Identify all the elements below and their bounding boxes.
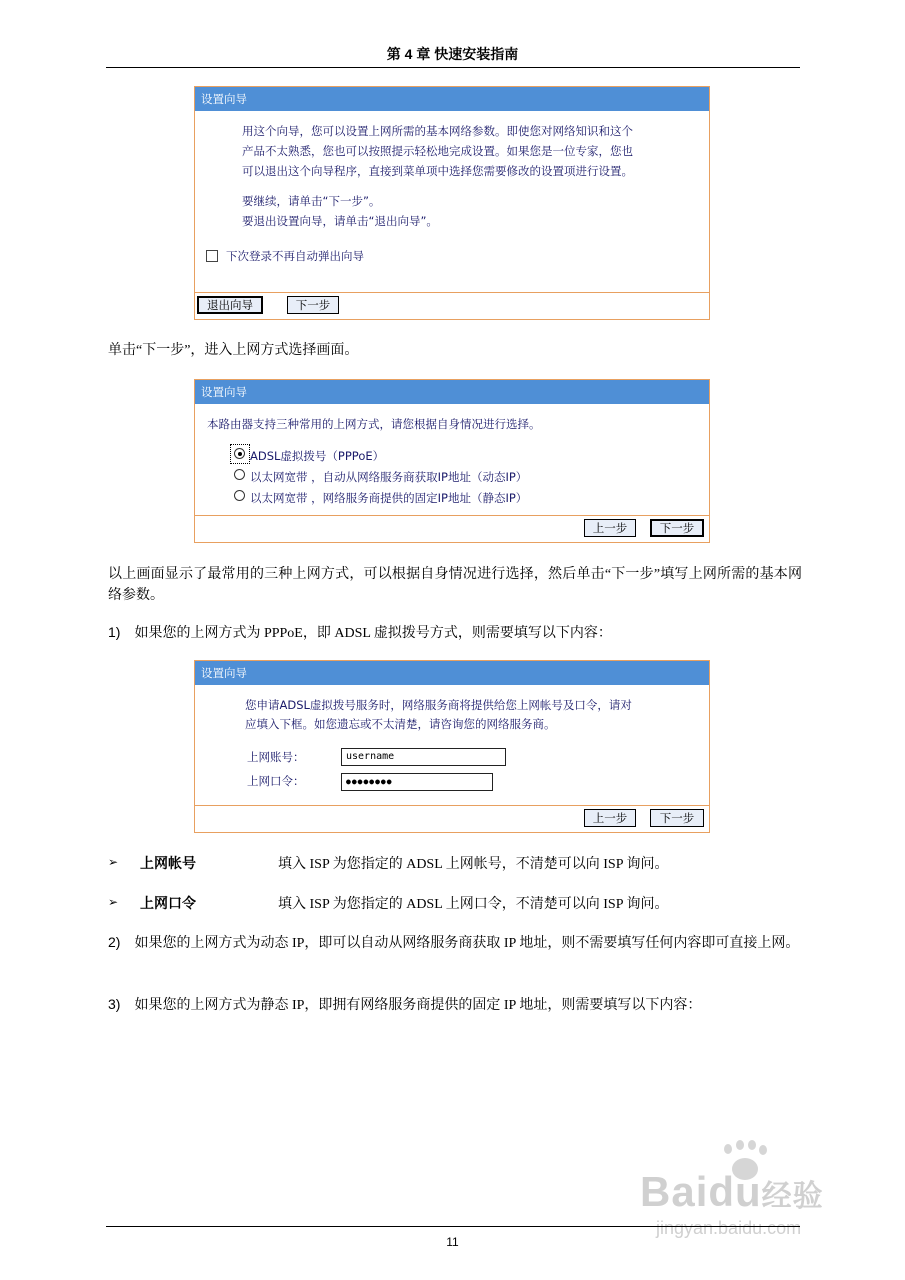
prev-step-button[interactable]: 上一步 <box>584 809 636 827</box>
password-input[interactable]: ●●●●●●●● <box>341 773 493 791</box>
paragraph-connection-types: 以上画面显示了最常用的三种上网方式，可以根据自身情况进行选择，然后单击“下一步”填写上网所需的基本网络参数。 <box>108 567 802 603</box>
password-label: 上网口令： <box>247 774 305 788</box>
list-item-dynamic-ip <box>108 932 802 954</box>
radio-static-ip-label: 以太网宽带 ，网络服务商提供的固定IP地址（静态IP） <box>250 491 528 505</box>
account-input[interactable]: username <box>341 748 506 766</box>
paw-icon <box>724 1144 732 1154</box>
field-label-password: 上网口令 <box>140 897 196 912</box>
page-number: 11 <box>446 1235 459 1249</box>
footer-rule <box>106 1226 800 1227</box>
watermark-url: jingyan.baidu.com <box>656 1218 802 1238</box>
list-text: 如果您的上网方式为动态 IP，即可以自动从网络服务商获取 IP 地址，则不需要填写任何内容即可直接上网。 <box>134 936 800 951</box>
pppoe-intro-line-1: 您申请ADSL虚拟拨号服务时，网络服务商将提供给您上网帐号及口令，请对 <box>245 698 632 712</box>
list-text: 如果您的上网方式为 PPPoE，即 ADSL 虚拟拨号方式，则需要填写以下内容： <box>134 626 612 641</box>
bullet-arrow-icon: ➢ <box>108 895 119 909</box>
baidu-watermark <box>640 1140 860 1240</box>
next-step-button[interactable]: 下一步 <box>287 296 339 314</box>
wizard-continue-line-1: 要继续，请单击“下一步”。 <box>242 194 381 208</box>
wizard-intro-line-2: 产品不太熟悉，您也可以按照提示轻松地完成设置。如果您是一位专家，您也 <box>242 144 633 158</box>
list-number: 1) <box>108 624 121 640</box>
paw-icon <box>736 1140 744 1150</box>
list-text: 如果您的上网方式为静态 IP，即拥有网络服务商提供的固定 IP 地址，则需要填写以下内容： <box>134 998 702 1013</box>
no-popup-checkbox[interactable] <box>206 250 218 262</box>
next-step-button[interactable]: 下一步 <box>650 809 704 827</box>
wizard-footer <box>195 805 709 832</box>
bullet-arrow-icon: ➢ <box>108 855 119 869</box>
exit-wizard-button[interactable]: 退出向导 <box>197 296 263 314</box>
wizard-intro-line-1: 用这个向导，您可以设置上网所需的基本网络参数。即使您对网络知识和这个 <box>242 124 633 138</box>
wizard-footer <box>195 292 709 319</box>
wizard-connection-type-panel <box>194 379 710 543</box>
field-label-account: 上网帐号 <box>140 857 196 872</box>
wizard-continue-line-2: 要退出设置向导，请单击“退出向导”。 <box>242 214 438 228</box>
list-item-static-ip <box>108 994 802 1016</box>
wizard-title-bar: 设置向导 <box>195 380 709 404</box>
list-number: 3) <box>108 996 121 1012</box>
radio-dynamic-ip[interactable] <box>234 469 245 480</box>
wizard-footer <box>195 515 709 542</box>
wizard-title-bar: 设置向导 <box>195 87 709 111</box>
field-desc-password: 填入 ISP 为您指定的 ADSL 上网口令，不清楚可以向 ISP 询问。 <box>278 897 669 912</box>
radio-static-ip[interactable] <box>234 490 245 501</box>
paragraph-next-step: 单击“下一步”，进入上网方式选择画面。 <box>108 343 359 358</box>
radio-pppoe-label: ADSL虚拟拨号（PPPoE） <box>250 449 385 463</box>
connection-type-prompt: 本路由器支持三种常用的上网方式，请您根据自身情况进行选择。 <box>207 417 541 431</box>
wizard-pppoe-panel <box>194 660 710 833</box>
pppoe-intro-line-2: 应填入下框。如您遗忘或不太清楚，请咨询您的网络服务商。 <box>245 717 556 731</box>
radio-dynamic-ip-label: 以太网宽带 ，自动从网络服务商获取IP地址（动态IP） <box>250 470 528 484</box>
account-label: 上网账号： <box>247 750 305 764</box>
watermark-brand: Baidu经验 <box>640 1168 824 1215</box>
chapter-title: 第 4 章 快速安装指南 <box>386 46 519 62</box>
list-number: 2) <box>108 934 121 950</box>
radio-pppoe[interactable] <box>234 448 245 459</box>
next-step-button[interactable]: 下一步 <box>650 519 704 537</box>
paw-icon <box>759 1145 767 1155</box>
list-item-pppoe <box>108 622 802 644</box>
prev-step-button[interactable]: 上一步 <box>584 519 636 537</box>
wizard-intro-panel <box>194 86 710 320</box>
header-rule <box>106 67 800 68</box>
wizard-title-bar: 设置向导 <box>195 661 709 685</box>
paw-icon <box>748 1140 756 1150</box>
no-popup-checkbox-label: 下次登录不再自动弹出向导 <box>226 249 364 263</box>
field-desc-account: 填入 ISP 为您指定的 ADSL 上网帐号，不清楚可以向 ISP 询问。 <box>278 857 669 872</box>
wizard-intro-line-3: 可以退出这个向导程序，直接到菜单项中选择您需要修改的设置项进行设置。 <box>242 164 633 178</box>
